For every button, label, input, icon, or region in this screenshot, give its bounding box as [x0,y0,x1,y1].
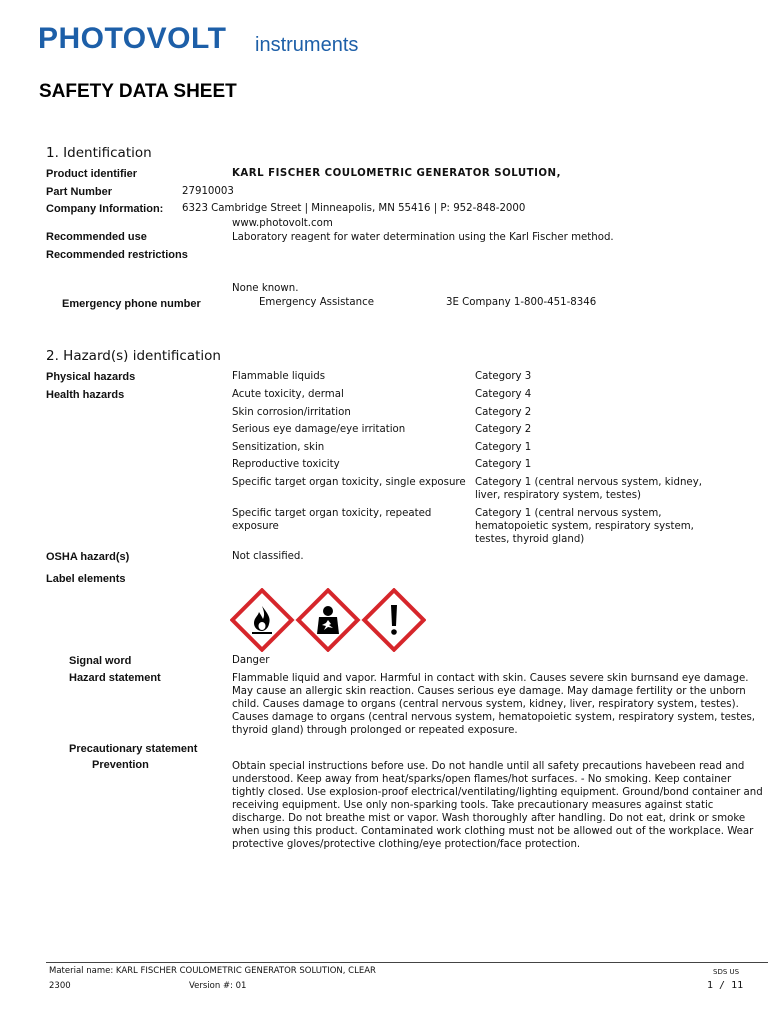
label-elements-label: Label elements [46,573,126,585]
company-info-label: Company Information: [46,203,164,215]
flame-icon [232,590,291,649]
health-hazards-label: Health hazards [46,389,125,401]
brand-subtitle: instruments [255,34,359,56]
hazard-category: Category 2 [475,424,532,435]
signal-word-value: Danger [232,655,270,666]
ghs-pictograms [230,588,426,652]
hazard-statement-text: Flammable liquid and vapor. Harmful in contact with skin. Causes severe skin burnsand eye damage. May cause an allergic skin reaction. Causes serious eye damage. May damage fertility or the unborn child. Causes damage to organs (central nervous system, kidney, liver, respiratory system, testes). Causes damage to organs (central nervous system, hematopoietic system, respiratory system, testes, thyroid gland) through prolonged or repeated exposure. [232,673,756,736]
recommended-use-value: Laboratory reagent for water determination using the Karl Fischer method. [232,232,614,243]
footer-sds-us: SDS US [713,968,740,976]
prevention-text: Obtain special instructions before use. Do not handle until all safety precautions havebeen read and understood. Keep away from heat/sparks/open flames/hot surfaces. - No smoking. Keep container tightly closed. Use explosion-proof electrical/ventilating/lighting equipment. Ground/bond container and receiving equipment. Use only non-sparking tools. Take precautionary measures against static discharge. Do not breathe mist or vapor. Wash thoroughly after handling. Do not eat, drink or smoke when using this product. Contaminated work clothing must not be allowed out of the workplace. Wear protective gloves/protective clothing/eye protection/face protection. [232,761,763,850]
recommended-restrictions-label: Recommended restrictions [46,249,188,261]
hazard-category: Category 2 [475,407,532,418]
product-identifier-value: KARL FISCHER COULOMETRIC GENERATOR SOLUTION, [232,168,561,179]
physical-hazards-label: Physical hazards [46,371,136,383]
precautionary-statement-label: Precautionary statement [69,743,198,755]
hazard-class: Specific target organ toxicity, single exposure [232,477,466,488]
company-website: www.photovolt.com [232,218,333,229]
signal-word-label: Signal word [69,655,132,667]
brand-logo: PHOTOVOLT [38,22,227,55]
part-number-value: 27910003 [182,186,234,197]
emergency-phone-label: Emergency phone number [62,298,201,310]
osha-hazards-label: OSHA hazard(s) [46,551,130,563]
recommended-use-label: Recommended use [46,231,147,243]
recommended-restrictions-value: None known. [232,283,299,294]
part-number-label: Part Number [46,186,113,198]
hazard-class: Acute toxicity, dermal [232,389,344,400]
hazard-category: Category 1 [475,442,532,453]
section-2-heading: 2. Hazard(s) identification [46,348,221,364]
hazard-class: Sensitization, skin [232,442,325,453]
footer-material-name: Material name: KARL FISCHER COULOMETRIC GENERATOR SOLUTION, CLEAR [49,966,376,976]
hazard-class: Specific target organ toxicity, repeated exposure [232,508,432,532]
footer-code: 2300 [49,981,71,991]
product-identifier-label: Product identifier [46,168,138,180]
emergency-company-phone: 3E Company 1-800-451-8346 [446,297,597,308]
hazard-category: Category 1 [475,459,532,470]
hazard-category: Category 1 (central nervous system, kidney, liver, respiratory system, testes) [475,477,702,501]
prevention-label: Prevention [92,759,149,771]
hazard-class: Reproductive toxicity [232,459,340,470]
footer-divider [46,962,768,963]
footer-version: Version #: 01 [189,981,247,991]
osha-hazards-value: Not classified. [232,551,304,562]
footer-page-number: 1 / 11 [707,980,744,991]
hazard-class: Flammable liquids [232,371,326,382]
hazard-category: Category 1 (central nervous system, hematopoietic system, respiratory system, testes, thyroid gland) [475,508,694,545]
health-hazard-icon [298,590,357,649]
hazard-class: Skin corrosion/irritation [232,407,351,418]
hazard-statement-label: Hazard statement [69,672,161,684]
section-1-heading: 1. Identification [46,145,152,161]
emergency-assistance: Emergency Assistance [259,297,374,308]
hazard-class: Serious eye damage/eye irritation [232,424,406,435]
exclamation-icon [364,590,423,649]
document-title: SAFETY DATA SHEET [39,81,237,102]
hazard-category: Category 4 [475,389,532,400]
company-info-value: 6323 Cambridge Street | Minneapolis, MN 55416 | P: 952-848-2000 [182,203,526,214]
hazard-category: Category 3 [475,371,532,382]
